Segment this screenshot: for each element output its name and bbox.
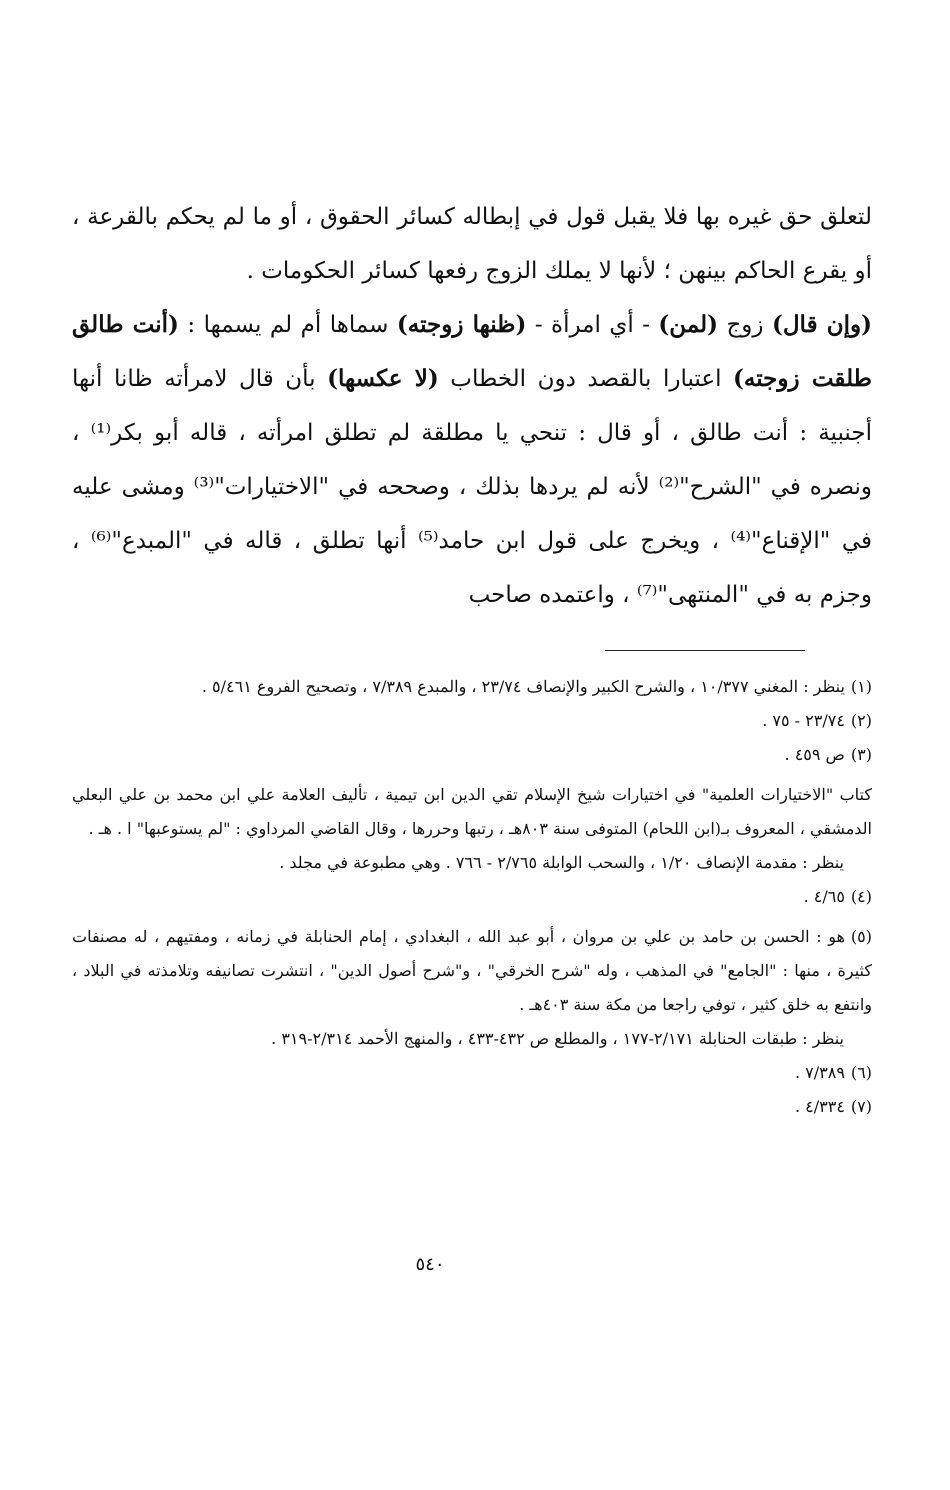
footnote-3-detail [72,778,872,846]
footnote-number: (١) [850,677,872,696]
footnote-number: (٤) [850,887,872,906]
footnote-number: (٧) [850,1097,872,1116]
text-run: اعتبارا بالقصد دون الخطاب [438,366,734,392]
footnote-text: ص ٤٥٩ . [784,745,845,764]
footnote-5-reference [72,1022,872,1056]
bold-phrase: (أنت طالق طلقت زوجته) [72,311,872,392]
footnote-number: (٥) [850,927,872,946]
footnote-text: ينظر : مقدمة الإنصاف ١/٢٠ ، والسحب الوابلة ٢/٧٦٥ - ٧٦٦ . وهي مطبوعة في مجلد . [279,853,844,872]
text-run: سماها أم لم يسمها : [178,312,397,338]
footnote-3-reference [72,846,872,880]
bold-phrase: (لمن) [658,311,718,338]
footnote-2 [72,704,872,738]
bold-phrase: (ظنها زوجته) [396,311,527,338]
footnote-5 [72,920,872,1022]
bold-phrase: (وإن قال) [771,311,872,338]
main-text [72,190,872,622]
text-run: - أي امرأة - [526,312,659,338]
footnote-text: ٧/٣٨٩ . [794,1063,845,1082]
main-paragraph-2 [72,298,872,622]
text-run: بأن قال لامرأته ظانا أنها أجنبية : أنت طالق ، أو قال : تنحي يا مطلقة لم تطلق امرأته ، قاله أبو بكر⁽¹⁾ ، ونصره في "الشرح"⁽²⁾ لأنه لم يردها بذلك ، وصححه في "الاختيارات"⁽³⁾ ومشى عليه في "الإقناع"⁽⁴⁾ ، ويخرج على قول ابن حامد⁽⁵⁾ أنها تطلق ، قاله في "المبدع"⁽⁶⁾ ، وجزم به في "المنتهى"⁽⁷⁾ ، واعتمده صاحب [72,366,872,608]
footnote-text: هو : الحسن بن حامد بن علي بن مروان ، أبو عبد الله ، البغدادي ، إمام الحنابلة في زمانه ، ومفتيهم ، له مصنفات كثيرة ، منها : "الجامع" في المذهب ، وله "شرح الخرقي" ، و"شرح أصول الدين" ، انتشرت تصانيفه وتلامذته في البلاد ، وانتفع به خلق كثير ، توفي راجعا من مكة سنة ٤٠٣هـ . [72,927,872,1014]
footnote-text: ٢٣/٧٤ - ٧٥ . [762,711,845,730]
footnote-text: كتاب "الاختيارات العلمية" في اختيارات شيخ الإسلام تقي الدين ابن تيمية ، تأليف العلامة علي ابن محمد بن علي البعلي الدمشقي ، المعروف بـ(ابن اللحام) المتوفى سنة ٨٠٣هـ ، رتبها وحررها ، وقال القاضي المرداوي : "لم يستوعبها" ا . هـ . [72,785,872,838]
text-run: لتعلق حق غيره بها فلا يقبل قول في إبطاله كسائر الحقوق ، أو ما لم يحكم بالقرعة ، أو يقرع الحاكم بينهن ؛ لأنها لا يملك الزوج رفعها كسائر الحكومات . [72,204,872,284]
footnote-text: ينظر : طبقات الحنابلة ٢/١٧١-١٧٧ ، والمطلع ص ٤٣٢-٤٣٣ ، والمنهج الأحمد ٢/٣١٤-٣١٩ . [271,1029,844,1048]
footnote-3 [72,738,872,772]
footnote-number: (٣) [850,745,872,764]
footnotes [72,670,872,1124]
footnote-7 [72,1090,872,1124]
bold-phrase: (لا عكسها) [327,365,439,392]
footnote-number: (٢) [850,711,872,730]
footnote-number: (٦) [850,1063,872,1082]
footnote-6 [72,1056,872,1090]
footnote-text: ينظر : المغني ١٠/٣٧٧ ، والشرح الكبير والإنصاف ٢٣/٧٤ ، والمبدع ٧/٣٨٩ ، وتصحيح الفروع ٥/٤٦١ . [201,677,845,696]
footnote-divider [605,650,805,651]
footnote-1 [72,670,872,704]
page-number: ٥٤٠ [415,1254,445,1275]
footnote-4 [72,880,872,914]
footnote-text: ٤/٦٥ . [803,887,845,906]
text-run: زوج [718,312,772,338]
footnote-text: ٤/٣٣٤ . [794,1097,845,1116]
main-paragraph-1 [72,190,872,298]
